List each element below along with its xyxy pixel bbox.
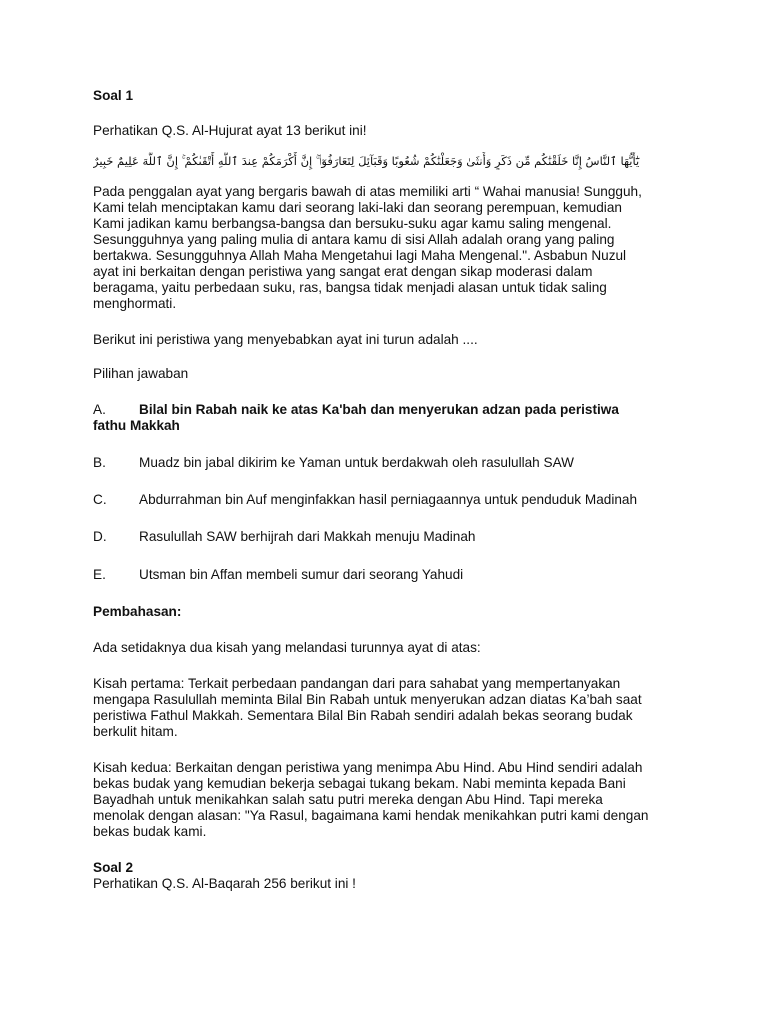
paragraph-line: beragama, yaitu perbedaan suku, ras, bangsa tidak menjadi alasan untuk tidak saling — [93, 280, 607, 295]
paragraph-line: bekas budak kami. — [93, 824, 207, 839]
choices-label: Pilihan jawaban — [93, 366, 189, 381]
paragraph-line: Kisah pertama: Terkait perbedaan pandangan dari para sahabat yang mempertanyakan — [93, 676, 621, 691]
paragraph-line: Pada penggalan ayat yang bergaris bawah di atas memiliki arti “ Wahai manusia! Sungguh, — [93, 184, 642, 199]
paragraph-line: peristiwa Fathul Makkah. Sementara Bilal Bin Rabah sendiri adalah bekas seorang budak — [93, 708, 633, 723]
soal-1-heading: Soal 1 — [93, 88, 134, 103]
paragraph-line: Kisah kedua: Berkaitan dengan peristiwa yang menimpa Abu Hind. Abu Hind sendiri adalah — [93, 760, 643, 775]
paragraph-line: Sesungguhnya yang paling mulia di antara kamu di sisi Allah adalah orang yang paling — [93, 232, 615, 247]
option-text: Bilal bin Rabah naik ke atas Ka'bah dan menyerukan adzan pada peristiwa — [139, 402, 619, 417]
option-a-continuation: fathu Makkah — [93, 418, 180, 433]
option-text: Muadz bin jabal dikirim ke Yaman untuk berdakwah oleh rasulullah SAW — [139, 455, 574, 470]
option-letter: D. — [93, 529, 107, 544]
option-text: Rasulullah SAW berhijrah dari Makkah menuju Madinah — [139, 529, 476, 544]
story-2-paragraph — [93, 760, 683, 840]
option-text: Abdurrahman bin Auf menginfakkan hasil perniagaannya untuk penduduk Madinah — [139, 492, 638, 507]
option-letter: C. — [93, 492, 107, 507]
option-letter: E. — [93, 567, 106, 582]
paragraph-line: Kami telah menciptakan kamu dari seorang laki-laki dan seorang perempuan, kemudian — [93, 200, 622, 215]
paragraph-line: mengapa Rasulullah meminta Bilal Bin Rabah untuk menyerukan adzan diatas Ka’bah saat — [93, 692, 642, 707]
document-page — [93, 88, 683, 892]
option-text: Utsman bin Affan membeli sumur dari seorang Yahudi — [139, 567, 464, 582]
paragraph-line: menghormati. — [93, 296, 177, 311]
option-letter: A. — [93, 402, 106, 417]
soal-2-intro: Perhatikan Q.S. Al-Baqarah 256 berikut ini ! — [93, 876, 356, 891]
paragraph-line: ayat ini berkaitan dengan peristiwa yang sangat erat dengan sikap moderasi dalam — [93, 264, 593, 279]
discussion-heading: Pembahasan: — [93, 604, 182, 619]
verse-explanation-paragraph — [93, 184, 683, 312]
paragraph-line: berkulit hitam. — [93, 724, 178, 739]
question-text: Berikut ini peristiwa yang menyebabkan ayat ini turun adalah .... — [93, 332, 478, 347]
story-1-paragraph — [93, 676, 683, 740]
soal-2-heading: Soal 2 — [93, 860, 134, 875]
option-c[interactable] — [93, 492, 683, 508]
discussion-intro: Ada setidaknya dua kisah yang melandasi turunnya ayat di atas: — [93, 640, 481, 655]
option-e[interactable] — [93, 567, 683, 583]
option-a[interactable] — [93, 402, 683, 418]
paragraph-line: Kami jadikan kamu berbangsa-bangsa dan bersuku-suku agar kamu saling mengenal. — [93, 216, 612, 231]
option-d[interactable] — [93, 529, 683, 545]
option-b[interactable] — [93, 455, 683, 471]
paragraph-line: bertakwa. Sesungguhnya Allah Maha Mengetahui lagi Maha Mengenal.". Asbabun Nuzul — [93, 248, 627, 263]
paragraph-line: menolak dengan alasan: "Ya Rasul, bagaimana kami hendak menikahkan putri kami dengan — [93, 808, 649, 823]
arabic-verse: يَٰٓأَيُّهَا ٱلنَّاسُ إِنَّا خَلَقْنَٰكُم مِّن ذَكَرٍ وَأُنثَىٰ وَجَعَلْنَٰكُمْ شُعُوبًا وَقَبَآئِلَ لِتَعَارَفُوٓا۟ ۚ إِنَّ أَكْرَمَكُمْ عِندَ ٱللَّهِ أَتْقَىٰكُمْ ۚ إِنَّ ٱللَّهَ عَلِيمٌ خَبِيرٌ — [93, 154, 640, 168]
soal-1-intro: Perhatikan Q.S. Al-Hujurat ayat 13 berikut ini! — [93, 123, 367, 138]
paragraph-line: bekas budak yang kemudian bekerja sebagai tukang bekam. Nabi meminta kepada Bani — [93, 776, 626, 791]
paragraph-line: Bayadhah untuk menikahkan salah satu putri mereka dengan Abu Hind. Tapi mereka — [93, 792, 603, 807]
option-letter: B. — [93, 455, 106, 470]
